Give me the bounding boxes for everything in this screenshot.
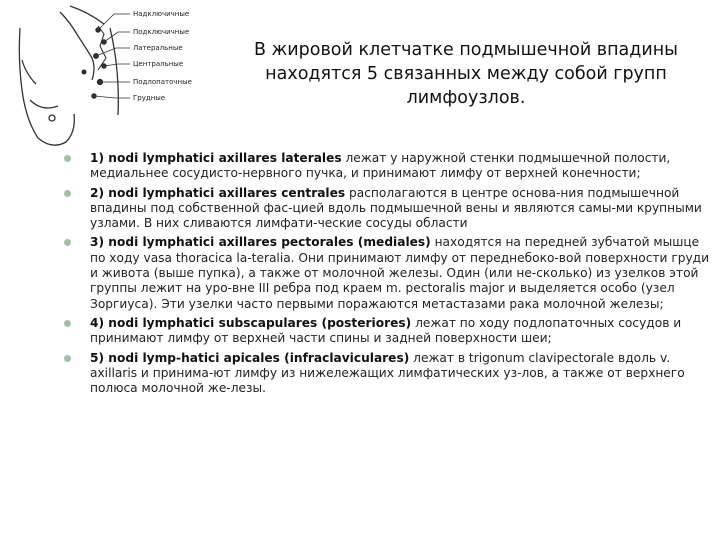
item-term: 5) nodi lymp-hatici apicales (infraclaviculares) (90, 350, 410, 365)
item-text: лежат у наружной стенки подмышечной полости, медиальнее сосудисто-нервного пучка, и принимают лимфу от верхней конечности; (90, 151, 671, 181)
diagram-labels (133, 10, 192, 102)
label-central: Центральные (133, 60, 184, 68)
bullet-icon (64, 320, 71, 327)
bullet-icon (64, 239, 71, 246)
leader-lines (94, 14, 130, 98)
list-item (60, 351, 710, 397)
item-text: лежат в trigonum clavipectorale вдоль v. axillaris и принима-ют лимфу из нижележащих лимфатических уз-лов, а также от верхнего полюса молочной же-лезы. (90, 350, 685, 396)
item-text: располагаются в центре основа-ния подмышечной впадины под собственной фас-цией вдоль подмышечной вены и являются самы-ми крупными узлами. В них сливаются лимфати-ческие сосуды области (90, 185, 702, 231)
bullet-icon (64, 155, 71, 162)
label-lateral: Латеральные (133, 44, 183, 52)
label-subclavicular: Подключичные (133, 28, 190, 36)
bullet-icon (64, 355, 71, 362)
label-subscapular: Подлопаточные (133, 78, 192, 86)
item-term: 4) nodi lymphatici subscapulares (posteriores) (90, 315, 412, 330)
bullet-icon (64, 190, 71, 197)
list-item (60, 316, 710, 347)
lymph-node-groups-list (60, 151, 710, 396)
list-item (60, 235, 710, 311)
slide-title: В жировой клетчатке подмышечной впадины находятся 5 связанных между собой групп лимфоузлов. (253, 40, 679, 108)
list-item (60, 186, 710, 232)
label-supraclavicular: Надключичные (133, 10, 190, 18)
item-text: лежат по ходу подлопаточных сосудов и принимают лимфу от верхней части спины и задней поверхности шеи; (90, 315, 682, 346)
item-term: 2) nodi lymphatici axillares centrales (90, 185, 346, 200)
item-text: находятся на передней зубчатой мышце по ходу vasa thoracica la-teralia. Они принимают лимфу от переднебоко-вой поверхности груди и живота (выше пупка), а также от молочной железы. Один (или не-сколько) из узелков этой группы лежит на уро-вне III ребра под краем m. pectoralis major и выделяется особо (узел Зоргиуса). Эти узелки часто первыми поражаются метастазами рака молочной железы; (90, 235, 710, 311)
list-item (60, 151, 710, 182)
axillary-lymph-node-diagram (0, 0, 215, 165)
lymph-nodes (82, 26, 106, 98)
label-pectoral: Грудные (133, 94, 166, 102)
item-term: 3) nodi lymphatici axillares pectorales (mediales) (90, 235, 431, 250)
torso-diagram-svg (0, 0, 215, 165)
torso-outline (19, 6, 118, 145)
item-term: 1) nodi lymphatici axillares laterales (90, 151, 342, 165)
